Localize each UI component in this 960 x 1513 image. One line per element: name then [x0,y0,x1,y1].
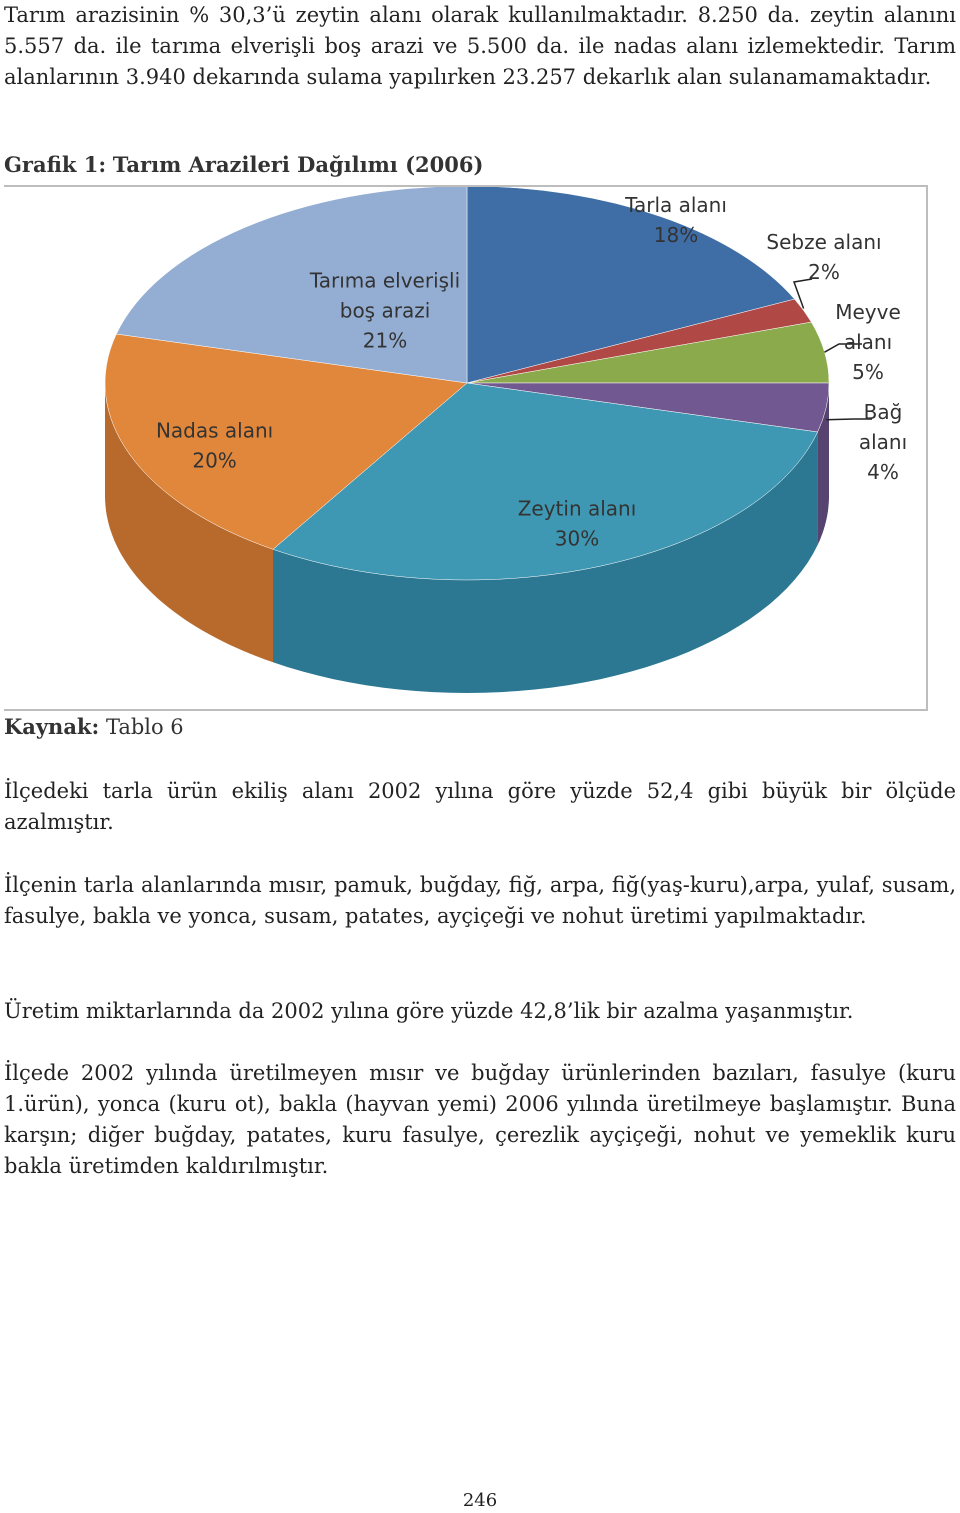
intro-paragraph: Tarım arazisinin % 30,3’ü zeytin alanı olarak kullanılmaktadır. 8.250 da. zeytin alanını 5.557 da. ile tarıma elverişli boş arazi ve 5.500 da. ile nadas alanı izlemektedir. Tarım alanlarının 3.940 dekarında sulama yapılırken 23.257 dekarlık alan sulanamamaktadır. [4,3,956,89]
paragraph-tarla-azalma: İlçedeki tarla ürün ekiliş alanı 2002 yılına göre yüzde 52,4 gibi büyük bir ölçüde azalmıştır. [4,779,956,834]
source-label: Kaynak: [4,714,100,739]
figure-caption [4,152,483,177]
pie-tops-group [105,187,829,580]
caption-label: Grafik 1: [4,152,107,177]
pie-label-tarima-elverisli-bos-arazi: Tarıma elverişli boş arazi 21% [309,268,461,353]
page-number: 246 [462,1490,498,1511]
pie-label-meyve-alani: Meyve alanı 5% [835,300,901,384]
pie-label-tarla-alani: Tarla alanı 18% [625,193,727,247]
pie-chart-svg [4,187,928,713]
pie-label-nadas-alani: Nadas alanı 20% [155,418,274,473]
pie-label-sebze-alani: Sebze alanı 2% [766,230,882,284]
paragraph-uretim-degisim: İlçede 2002 yılında üretilmeyen mısır ve buğday ürünlerinden bazıları, fasulye (kuru 1.ürün), yonca (kuru ot), bakla (hayvan yemi) 2006 yılında üretilmeye başlamıştır. Buna karşın; diğer buğday, patates, kuru fasulye, çerezlik ayçiçeği, nohut ve yemeklik kuru bakla üretimden kaldırılmıştır. [4,1061,956,1178]
paragraph-urunler: İlçenin tarla alanlarında mısır, pamuk, buğday, fiğ, arpa, fiğ(yaş-kuru),arpa, yulaf, susam, fasulye, bakla ve yonca, susam, patates, ayçiçeği ve nohut üretimi yapılmaktadır. [4,873,956,928]
source-text: Tablo 6 [105,715,184,739]
source-line [4,714,184,739]
pie-label-zeytin-alani: Zeytin alanı 30% [517,496,637,551]
caption-title: Tarım Arazileri Dağılımı (2006) [112,152,484,177]
pie-chart [4,185,928,711]
paragraph-uretim-azalma: Üretim miktarlarında da 2002 yılına göre yüzde 42,8’lik bir azalma yaşanmıştır. [4,999,854,1023]
pie-label-bag-alani: Bağ alanı 4% [858,400,908,484]
